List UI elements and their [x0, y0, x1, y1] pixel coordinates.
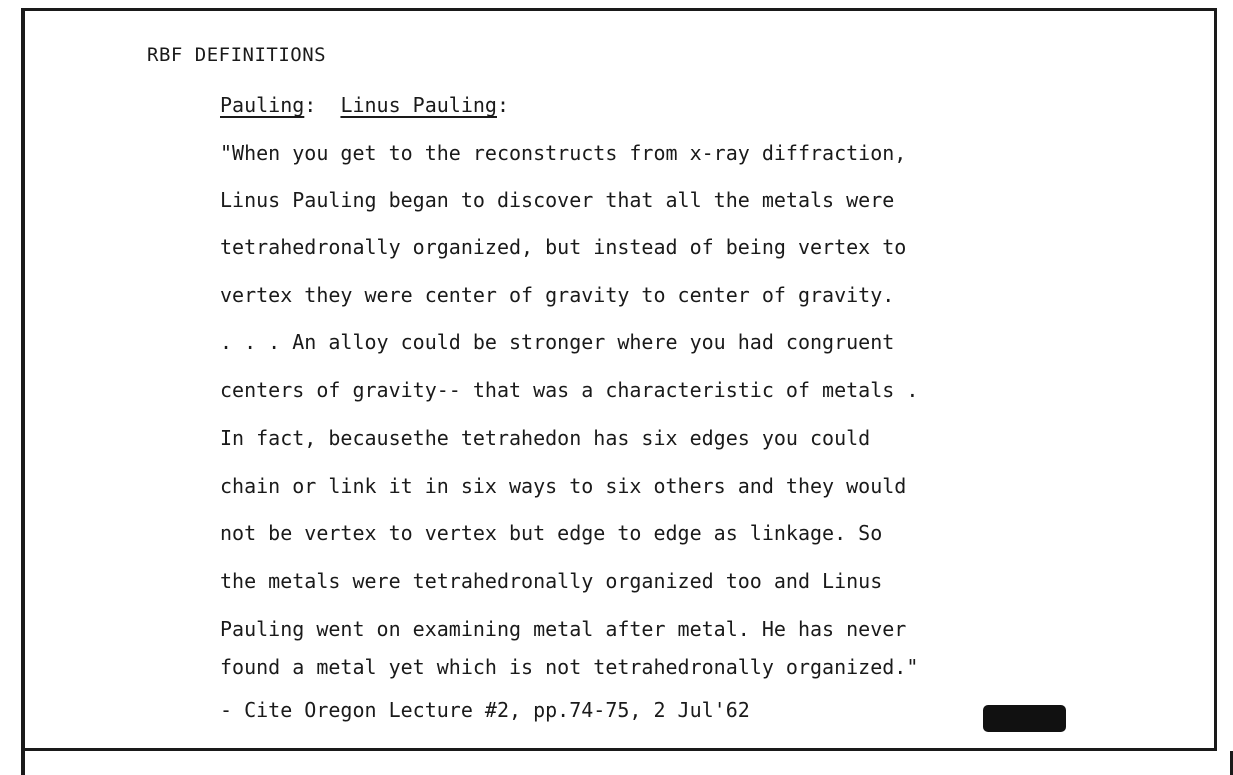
citation: - Cite Oregon Lecture #2, pp.74-75, 2 Jul'62: [220, 698, 750, 722]
person-name: Linus Pauling: [340, 93, 497, 117]
term-label: Pauling: [220, 93, 305, 117]
quote-line: the metals were tetrahedronally organized too and Linus: [220, 569, 883, 593]
term-separator: :: [304, 93, 317, 117]
quote-line: Pauling went on examining metal after metal. He has never: [220, 617, 907, 641]
quote-line: . . . An alloy could be stronger where you had congruent: [220, 330, 895, 354]
quote-line: centers of gravity-- that was a characteristic of metals .: [220, 378, 919, 402]
quote-line: "When you get to the reconstructs from x-ray diffraction,: [220, 141, 907, 165]
quote-line: In fact, becausethe tetrahedon has six edges you could: [220, 426, 871, 450]
quote-line: Linus Pauling began to discover that all the metals were: [220, 188, 895, 212]
next-card-edge: [21, 751, 1233, 775]
card-header: RBF DEFINITIONS: [147, 44, 327, 66]
redaction-mark: [983, 705, 1066, 732]
quote-line: found a metal yet which is not tetrahedronally organized.": [220, 655, 919, 679]
quote-line: vertex they were center of gravity to center of gravity.: [220, 283, 895, 307]
quote-line: tetrahedronally organized, but instead of being vertex to: [220, 235, 907, 259]
definition-heading: [220, 93, 509, 117]
heading-end: :: [496, 93, 510, 117]
quote-line: not be vertex to vertex but edge to edge as linkage. So: [220, 521, 883, 545]
quote-line: chain or link it in six ways to six others and they would: [220, 474, 907, 498]
